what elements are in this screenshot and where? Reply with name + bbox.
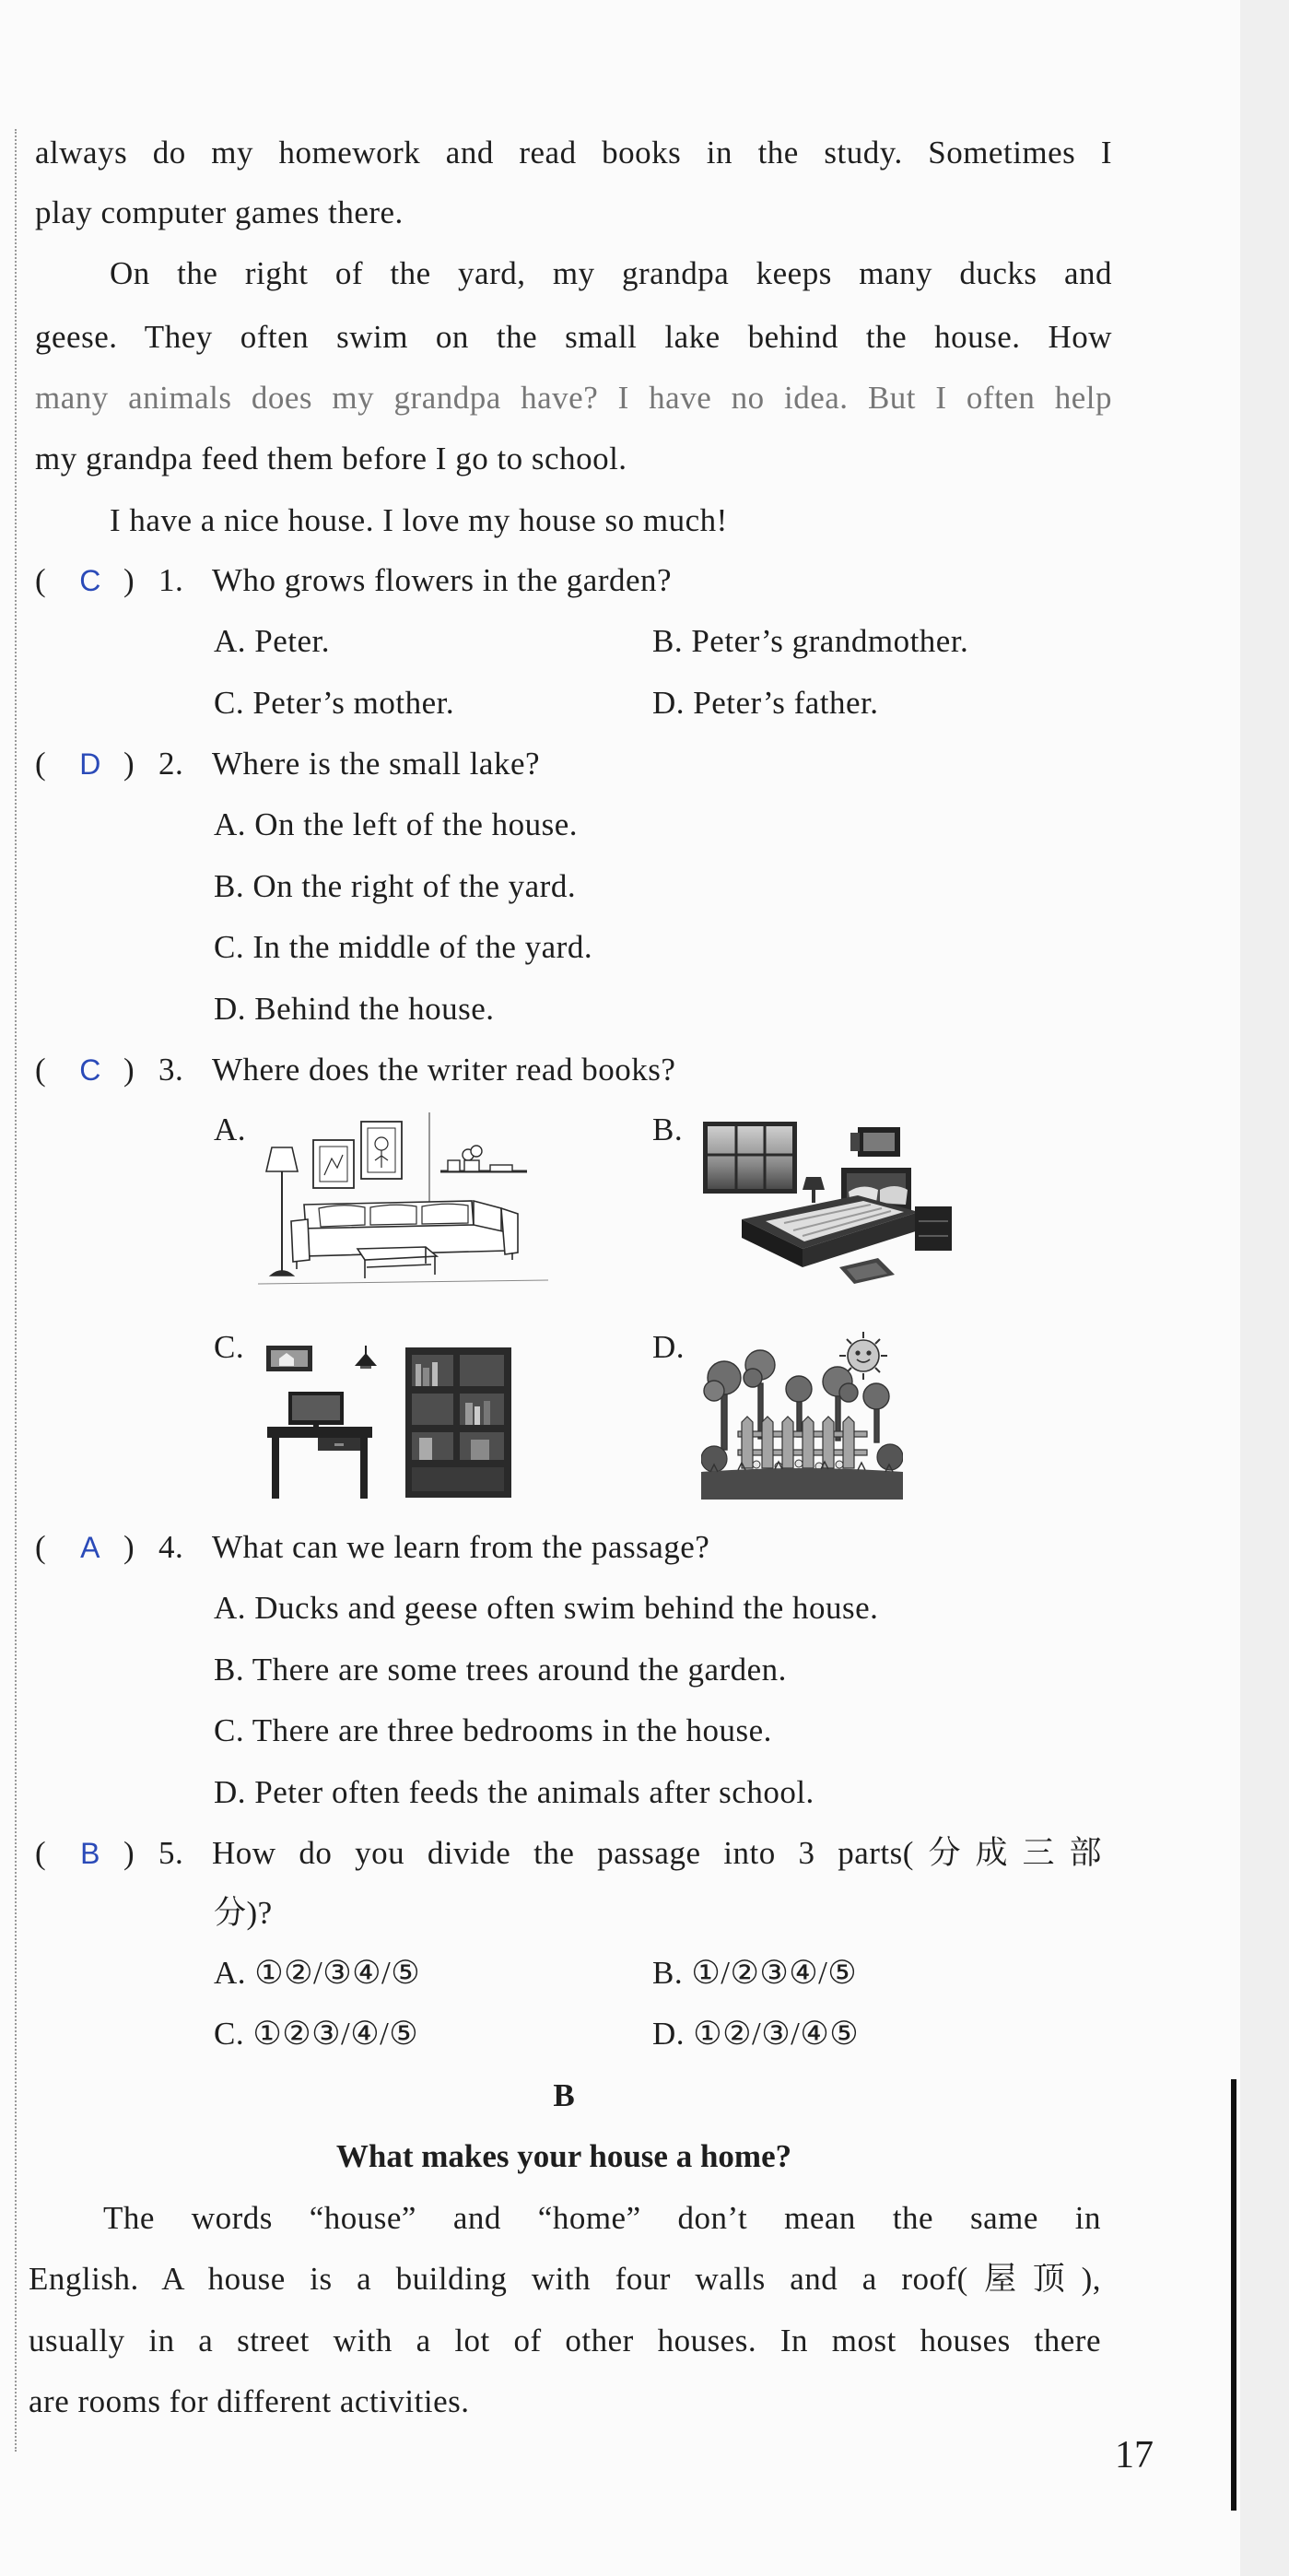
option-c: C. ①②③/④/⑤ [214, 2016, 419, 2052]
question-number: 2. [158, 746, 184, 782]
bedside-lamp [803, 1177, 825, 1203]
computer-monitor [288, 1392, 344, 1428]
option-d: D. Peter often feeds the animals after school. [214, 1774, 814, 1810]
floor-line [258, 1280, 548, 1284]
passage-paragraph-start: I have a nice house. I love my house so much! [110, 502, 728, 538]
page-edge-shading [1240, 0, 1289, 2576]
small-wall-picture [266, 1346, 312, 1371]
option-d: D. Peter’s father. [652, 685, 879, 721]
nightstand [915, 1206, 952, 1251]
fence [738, 1417, 867, 1468]
hanging-lamp [355, 1346, 377, 1369]
passage-line: always do my homework and read books in the study. Sometimes I [35, 135, 1112, 171]
section-b-line: English. A house is a building with four walls and a roof(屋顶), [29, 2261, 1101, 2297]
wall-shelf [440, 1146, 527, 1171]
question-1 [0, 550, 1128, 611]
answer-bracket-close: ) [123, 562, 135, 598]
answer-letter: A [80, 1531, 100, 1564]
picture-frame-left [313, 1140, 354, 1188]
passage-line: many animals does my grandpa have? I have no idea. But I often help [35, 380, 1112, 416]
option-d-label: D. [652, 1329, 686, 1365]
question-number: 3. [158, 1052, 184, 1088]
picture-frame-right [361, 1122, 402, 1179]
question-text: Where is the small lake? [212, 746, 541, 782]
option-c: C. There are three bedrooms in the house. [214, 1712, 772, 1748]
passage-line: geese. They often swim on the small lake behind the house. How [35, 319, 1112, 355]
answer-letter: C [79, 564, 101, 597]
coffee-table [357, 1247, 437, 1278]
answer-bracket-open: ( [35, 1052, 47, 1088]
bedroom-picture [701, 1120, 959, 1289]
option-c: C. In the middle of the yard. [214, 929, 593, 965]
answer-letter: C [79, 1053, 101, 1087]
question-number: 5. [158, 1835, 184, 1871]
answer-bracket-close: ) [123, 1835, 135, 1871]
option-d: D. ①②/③/④⑤ [652, 2016, 860, 2052]
option-a-label: A. [214, 1112, 247, 1147]
question-2 [0, 734, 1128, 794]
question-number: 1. [158, 562, 184, 598]
question-text: How do you divide the passage into 3 parts(分成三部 [212, 1835, 1102, 1871]
wall-picture [850, 1127, 900, 1157]
section-label: B [553, 2077, 575, 2113]
option-a: A. ①②/③④/⑤ [214, 1955, 421, 1991]
question-text-continued: 分)? [214, 1895, 273, 1931]
option-a: A. Peter. [214, 623, 331, 659]
passage-paragraph-start: On the right of the yard, my grandpa keeps many ducks and [110, 255, 1112, 291]
sofa [291, 1201, 518, 1269]
option-d: D. Behind the house. [214, 991, 495, 1027]
page-number: 17 [1115, 2434, 1154, 2476]
question-text: Who grows flowers in the garden? [212, 562, 673, 598]
option-c: C. Peter’s mother. [214, 685, 455, 721]
window [703, 1122, 797, 1194]
option-b: B. ①/②③④/⑤ [652, 1955, 858, 1991]
question-4 [0, 1517, 1128, 1578]
answer-letter: D [79, 747, 101, 781]
section-b-paragraph-start: The words “house” and “home” don’t mean the same in [103, 2200, 1101, 2236]
question-3 [0, 1040, 1128, 1100]
question-5 [0, 1823, 1128, 1884]
answer-bracket-open: ( [35, 562, 47, 598]
question-number: 4. [158, 1529, 184, 1565]
passage-line: my grandpa feed them before I go to school. [35, 441, 627, 476]
garden-picture [701, 1330, 903, 1500]
option-a: A. On the left of the house. [214, 806, 579, 842]
section-title: What makes your house a home? [335, 2138, 792, 2174]
bookshelf [405, 1347, 511, 1498]
option-b: B. Peter’s grandmother. [652, 623, 969, 659]
answer-bracket-open: ( [35, 1529, 47, 1565]
section-b-line: usually in a street with a lot of other houses. In most houses there [29, 2323, 1101, 2358]
option-b: B. On the right of the yard. [214, 868, 577, 904]
answer-bracket-close: ) [123, 1529, 135, 1565]
answer-bracket-open: ( [35, 746, 47, 782]
question-text: Where does the writer read books? [212, 1052, 676, 1088]
option-a: A. Ducks and geese often swim behind the house. [214, 1590, 879, 1626]
living-room-picture [258, 1112, 548, 1289]
question-text: What can we learn from the passage? [212, 1529, 710, 1565]
study-room-picture [263, 1346, 516, 1500]
page-edge-bar [1231, 2079, 1236, 2511]
option-b-label: B. [652, 1112, 684, 1147]
desk [267, 1427, 372, 1499]
answer-bracket-close: ) [123, 1052, 135, 1088]
option-b: B. There are some trees around the garden. [214, 1652, 787, 1688]
answer-bracket-open: ( [35, 1835, 47, 1871]
section-b-line: are rooms for different activities. [29, 2383, 470, 2419]
option-c-label: C. [214, 1329, 245, 1365]
answer-letter: B [80, 1837, 100, 1870]
answer-bracket-close: ) [123, 746, 135, 782]
rug [839, 1258, 895, 1284]
passage-line: play computer games there. [35, 194, 404, 230]
